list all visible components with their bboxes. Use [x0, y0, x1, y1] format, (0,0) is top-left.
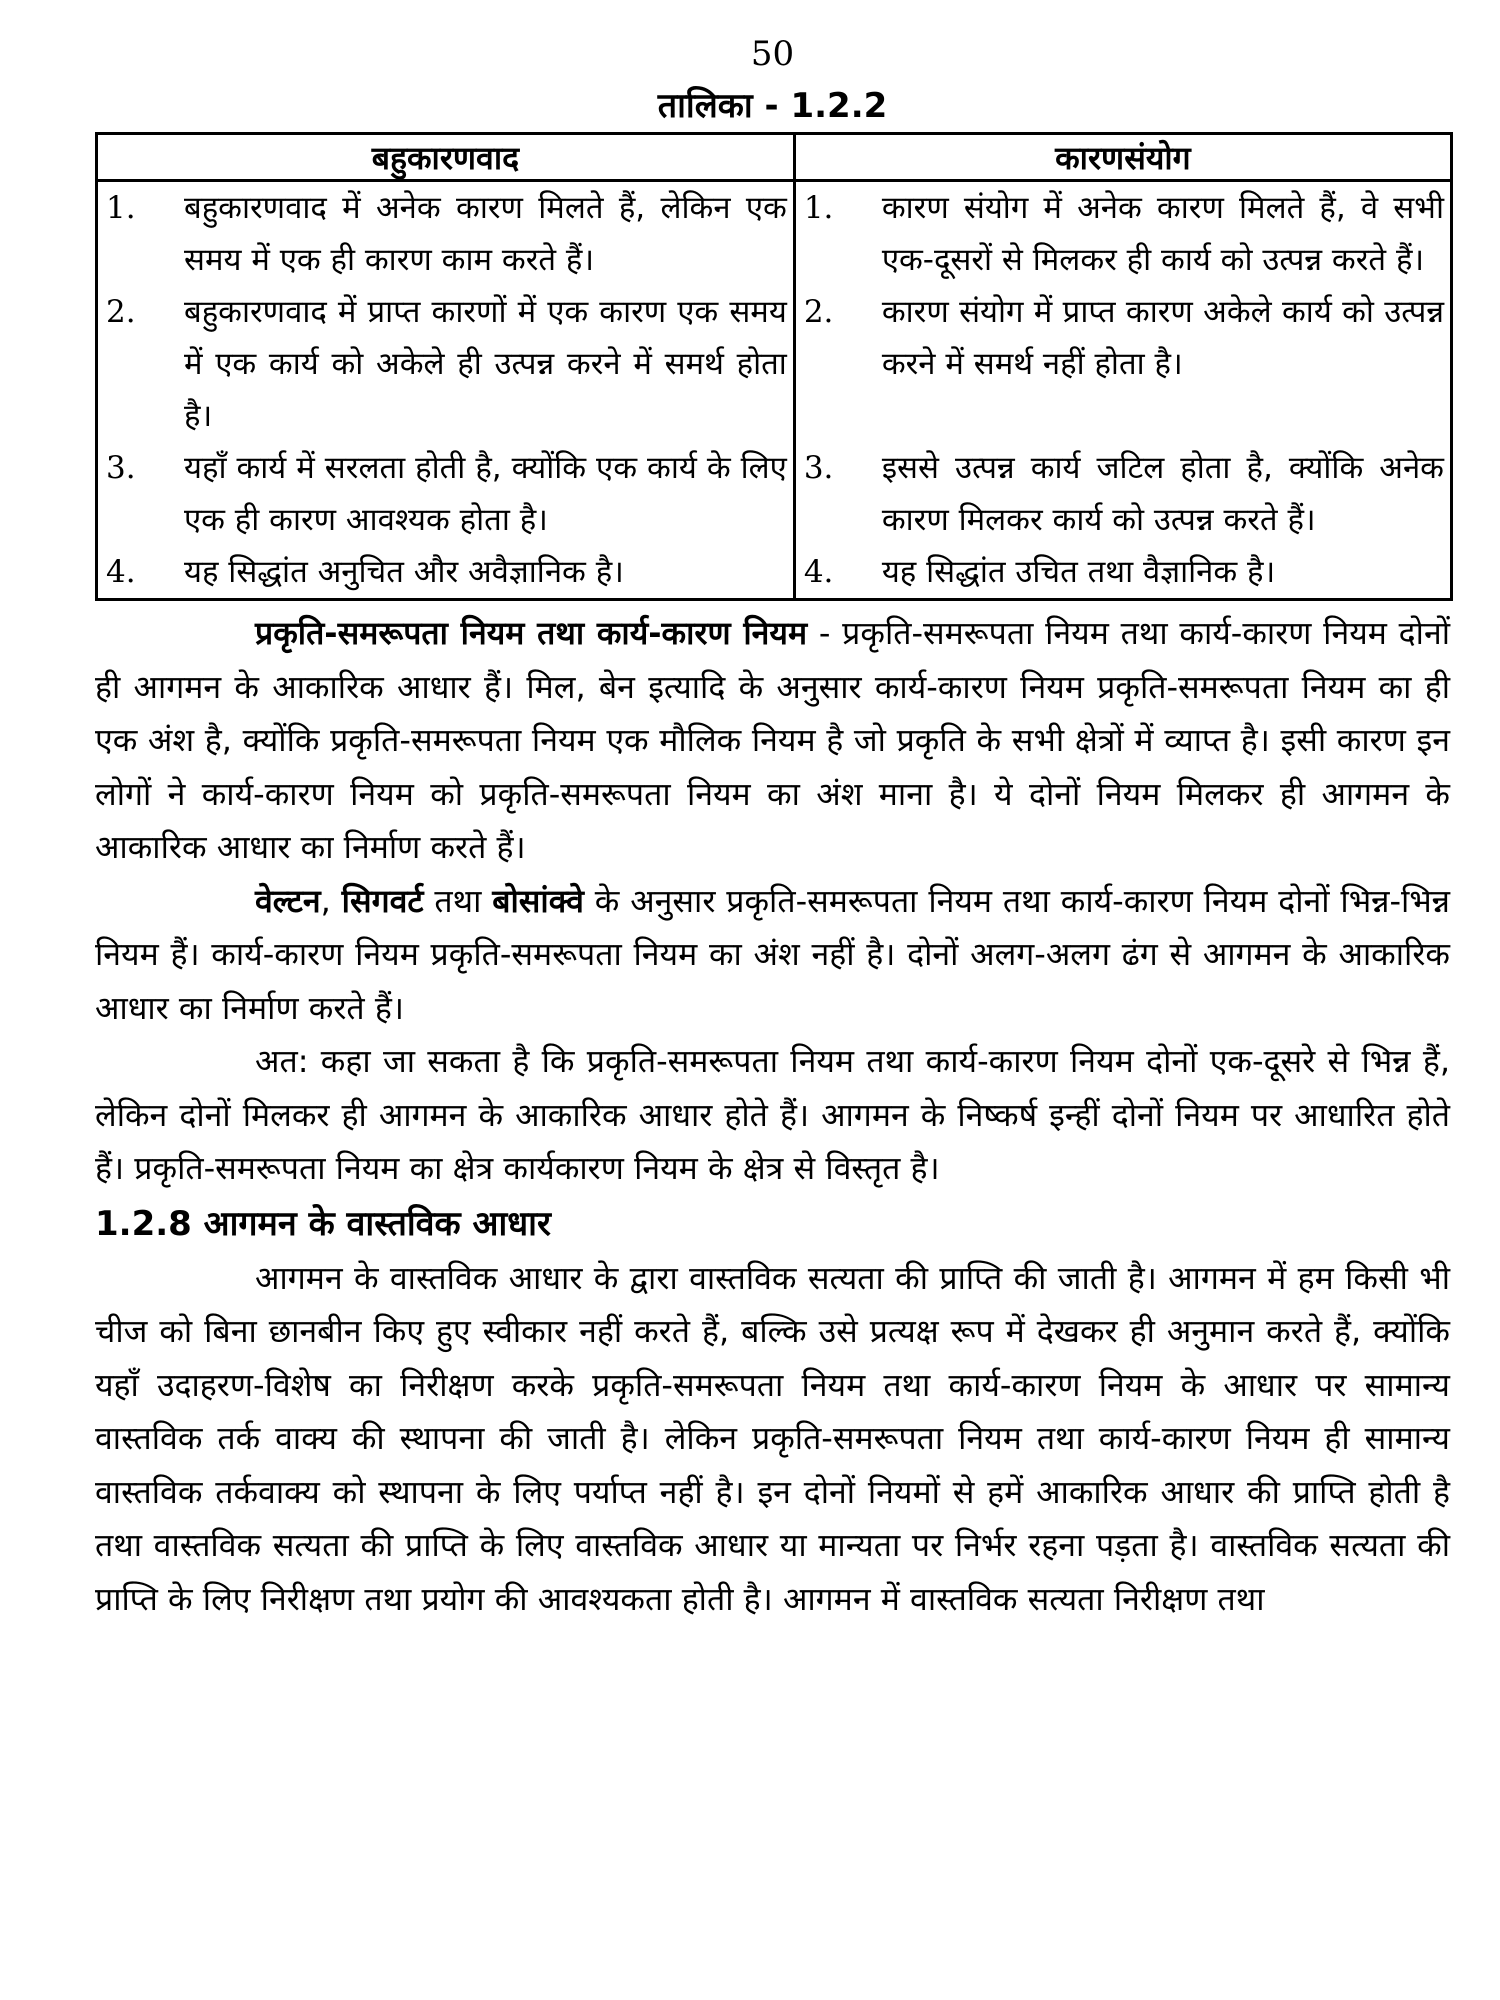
item-text: इससे उत्पन्न कार्य जटिल होता है, क्योंकि अनेक कारण मिलकर कार्य को उत्पन्न करते हैं। — [881, 450, 1444, 538]
paragraph — [95, 607, 1450, 875]
item-text: बहुकारणवाद में अनेक कारण मिलते हैं, लेकिन एक समय में एक ही कारण काम करते हैं। — [184, 190, 787, 278]
table-row — [97, 546, 1452, 600]
item-text: यहाँ कार्य में सरलता होती है, क्योंकि एक कार्य के लिए एक ही कारण आवश्यक होता है। — [184, 450, 787, 538]
conjunction: तथा — [423, 881, 493, 920]
paragraph — [95, 875, 1450, 1036]
paragraph-text: - प्रकृति-समरूपता नियम तथा कार्य-कारण नियम दोनों ही आगमन के आकारिक आधार हैं। मिल, बेन इत्यादि के अनुसार कार्य-कारण नियम प्रकृति-समरूपता नियम का ही एक अंश है, क्योंकि प्रकृति-समरूपता नियम एक मौलिक नियम है जो प्रकृति के सभी क्षेत्रों में व्याप्त है। इसी कारण इन लोगों ने कार्य-कारण नियम को प्रकृति-समरूपता नियम का अंश माना है। ये दोनों नियम मिलकर ही आगमन के आकारिक आधार का निर्माण करते हैं। — [95, 614, 1451, 866]
item-text: कारण संयोग में प्राप्त कारण अकेले कार्य को उत्पन्न करने में समर्थ नहीं होता है। — [881, 294, 1444, 382]
table-header-cell: कारणसंयोग — [794, 134, 1451, 181]
table-row — [97, 442, 1452, 546]
table-cell — [794, 442, 1451, 546]
paragraph-lead: प्रकृति-समरूपता नियम तथा कार्य-कारण नियम — [255, 614, 808, 652]
item-text: बहुकारणवाद में प्राप्त कारणों में एक कारण एक समय में एक कार्य को अकेले ही उत्पन्न करने में समर्थ होता है। — [184, 294, 787, 434]
page-number: 50 — [750, 34, 795, 74]
table-cell — [794, 286, 1451, 442]
item-number: 2. — [106, 294, 136, 330]
comparison-table — [95, 132, 1453, 601]
table-cell — [97, 286, 795, 442]
item-number: 2. — [803, 294, 834, 330]
table-caption: तालिका - 1.2.2 — [657, 86, 888, 126]
item-number: 1. — [106, 190, 136, 226]
table-cell — [97, 181, 795, 287]
table-cell — [97, 546, 795, 600]
table-cell — [794, 546, 1451, 600]
table-header-cell: बहुकारणवाद — [97, 134, 795, 181]
table-header-row — [97, 134, 1452, 181]
author-name: सिगवर्ट — [341, 881, 424, 920]
item-number: 4. — [803, 554, 834, 590]
table-row — [97, 286, 1452, 442]
table-cell — [794, 181, 1451, 287]
author-name: वेल्टन — [255, 881, 321, 920]
paragraph: आगमन के वास्तविक आधार के द्वारा वास्तविक सत्यता की प्राप्ति की जाती है। आगमन में हम किसी भी चीज को बिना छानबीन किए हुए स्वीकार नहीं करते हैं, बल्कि उसे प्रत्यक्ष रूप में देखकर ही अनुमान करते हैं, क्योंकि यहाँ उदाहरण-विशेष का निरीक्षण करके प्रकृति-समरूपता नियम तथा कार्य-कारण नियम के आधार पर सामान्य वास्तविक तर्क वाक्य की स्थापना की जाती है। लेकिन प्रकृति-समरूपता नियम तथा कार्य-कारण नियम ही सामान्य वास्तविक तर्कवाक्य को स्थापना के लिए पर्याप्त नहीं है। इन दोनों नियमों से हमें आकारिक आधार की प्राप्ति होती है तथा वास्तविक सत्यता की प्राप्ति के लिए वास्तविक आधार या मान्यता पर निर्भर रहना पड़ता है। वास्तविक सत्यता की प्राप्ति के लिए निरीक्षण तथा प्रयोग की आवश्यकता होती है। आगमन में वास्तविक सत्यता निरीक्षण तथा — [95, 1258, 1450, 1618]
item-text: यह सिद्धांत अनुचित और अवैज्ञानिक है। — [184, 554, 624, 590]
item-number: 3. — [106, 450, 136, 486]
item-number: 4. — [106, 554, 136, 590]
item-text: कारण संयोग में अनेक कारण मिलते हैं, वे सभी एक-दूसरों से मिलकर ही कार्य को उत्पन्न करते हैं। — [881, 190, 1444, 278]
item-text: यह सिद्धांत उचित तथा वैज्ञानिक है। — [881, 554, 1276, 590]
item-number: 1. — [803, 190, 834, 226]
section-heading: 1.2.8 आगमन के वास्तविक आधार — [95, 1203, 551, 1244]
paragraph: अत: कहा जा सकता है कि प्रकृति-समरूपता नियम तथा कार्य-कारण नियम दोनों एक-दूसरे से भिन्न हैं, लेकिन दोनों मिलकर ही आगमन के आकारिक आधार होते हैं। आगमन के निष्कर्ष इन्हीं दोनों नियम पर आधारित होते हैं। प्रकृति-समरूपता नियम का क्षेत्र कार्यकारण नियम के क्षेत्र से विस्तृत है। — [95, 1042, 1450, 1187]
table-row — [97, 181, 1452, 287]
table-cell — [97, 442, 795, 546]
separator: , — [320, 881, 342, 920]
paragraph-text: के अनुसार प्रकृति-समरूपता नियम तथा कार्य-कारण नियम दोनों भिन्न-भिन्न नियम हैं। कार्य-कारण नियम प्रकृति-समरूपता नियम का अंश नहीं है। दोनों अलग-अलग ढंग से आगमन के आकारिक आधार का निर्माण करते हैं। — [95, 881, 1451, 1027]
item-number: 3. — [803, 450, 834, 486]
body-text — [95, 607, 1450, 1626]
author-name: बोसांक्वे — [492, 881, 584, 920]
